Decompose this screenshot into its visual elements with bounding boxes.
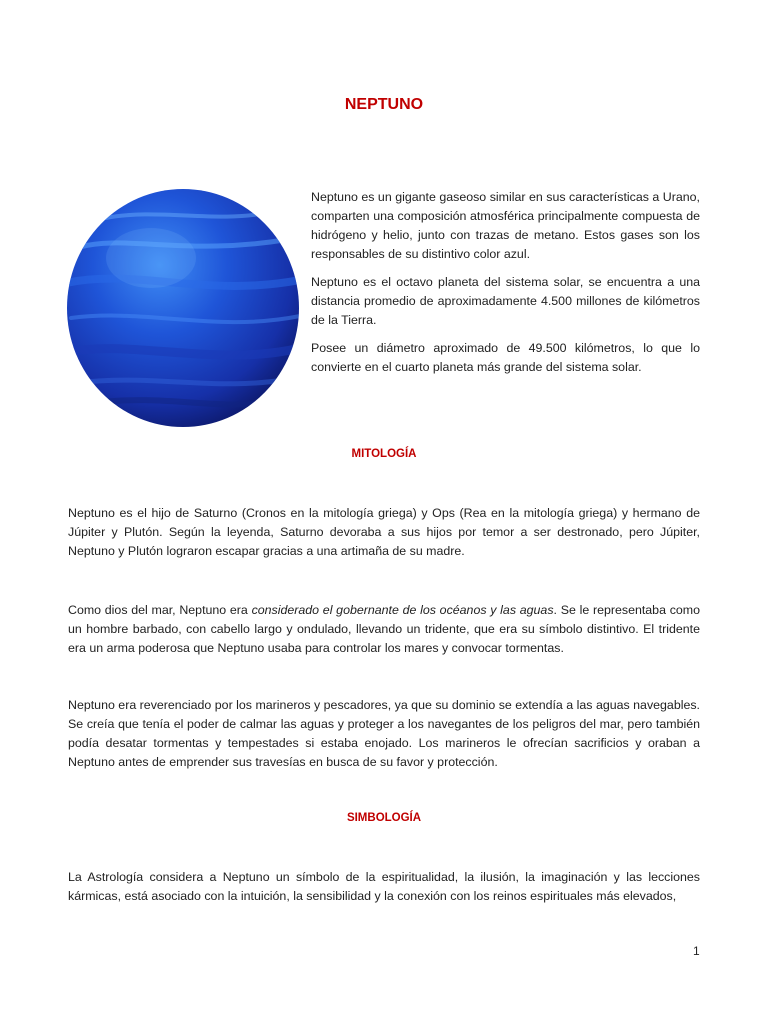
intro-paragraph: Posee un diámetro aproximado de 49.500 kilómetros, lo que lo convierte en el cuarto planeta más grande del sistema solar. [311,341,700,374]
mitologia-paragraph-2 [68,601,700,658]
intro-paragraph: Neptuno es el octavo planeta del sistema solar, se encuentra a una distancia promedio de aproximadamente 4.500 millones de kilómetros de la Tierra. [311,275,700,327]
paragraph-text: . Se le representaba como un hombre barbado, con cabello largo y ondulado, llevando un tridente, que era su símbolo distintivo. El tridente era un arma poderosa que Neptuno usaba para controlar los mares y convocar tormentas. [68,603,700,655]
paragraph-text: Como dios del mar, Neptuno era [68,603,252,617]
simbologia-paragraph-1: La Astrología considera a Neptuno un símbolo de la espiritualidad, la ilusión, la imaginación y las lecciones kármicas, está asociado con la intuición, la sensibilidad y la conexión con los reinos espirituales más elevados, [68,870,700,903]
mitologia-paragraph-3: Neptuno era reverenciado por los marineros y pescadores, ya que su dominio se extendía a las aguas navegables. Se creía que tenía el poder de calmar las aguas y proteger a los navegantes de los peligros del mar, pero también podía desatar tormentas y tempestades si estaba enojado. Los marineros le ofrecían sacrificios y oraban a Neptuno antes de emprender sus travesías en busca de su favor y protección. [68,698,700,769]
section-heading-simbologia: SIMBOLOGÍA [346,812,422,824]
mitologia-paragraph-1: Neptuno es el hijo de Saturno (Cronos en la mitología griega) y Ops (Rea en la mitología griega) y hermano de Júpiter y Plutón. Según la leyenda, Saturno devoraba a sus hijos por temor a ser destronado, pero Júpiter, Neptuno y Plutón lograron escapar gracias a una artimaña de su madre. [68,506,700,558]
italic-emphasis: considerado el gobernante de los océanos y las aguas [251,603,554,617]
section-heading-mitologia: MITOLOGÍA [351,448,417,460]
neptune-planet-image [66,188,300,428]
intro-paragraph: Neptuno es un gigante gaseoso similar en sus características a Urano, comparten una composición atmosférica principalmente compuesta de hidrógeno y helio, junto con trazas de metano. Estos gases son los responsables de su distintivo color azul. [311,190,700,261]
page-title: NEPTUNO [344,96,424,113]
page-number: 1 [693,944,700,958]
intro-text [311,188,700,386]
